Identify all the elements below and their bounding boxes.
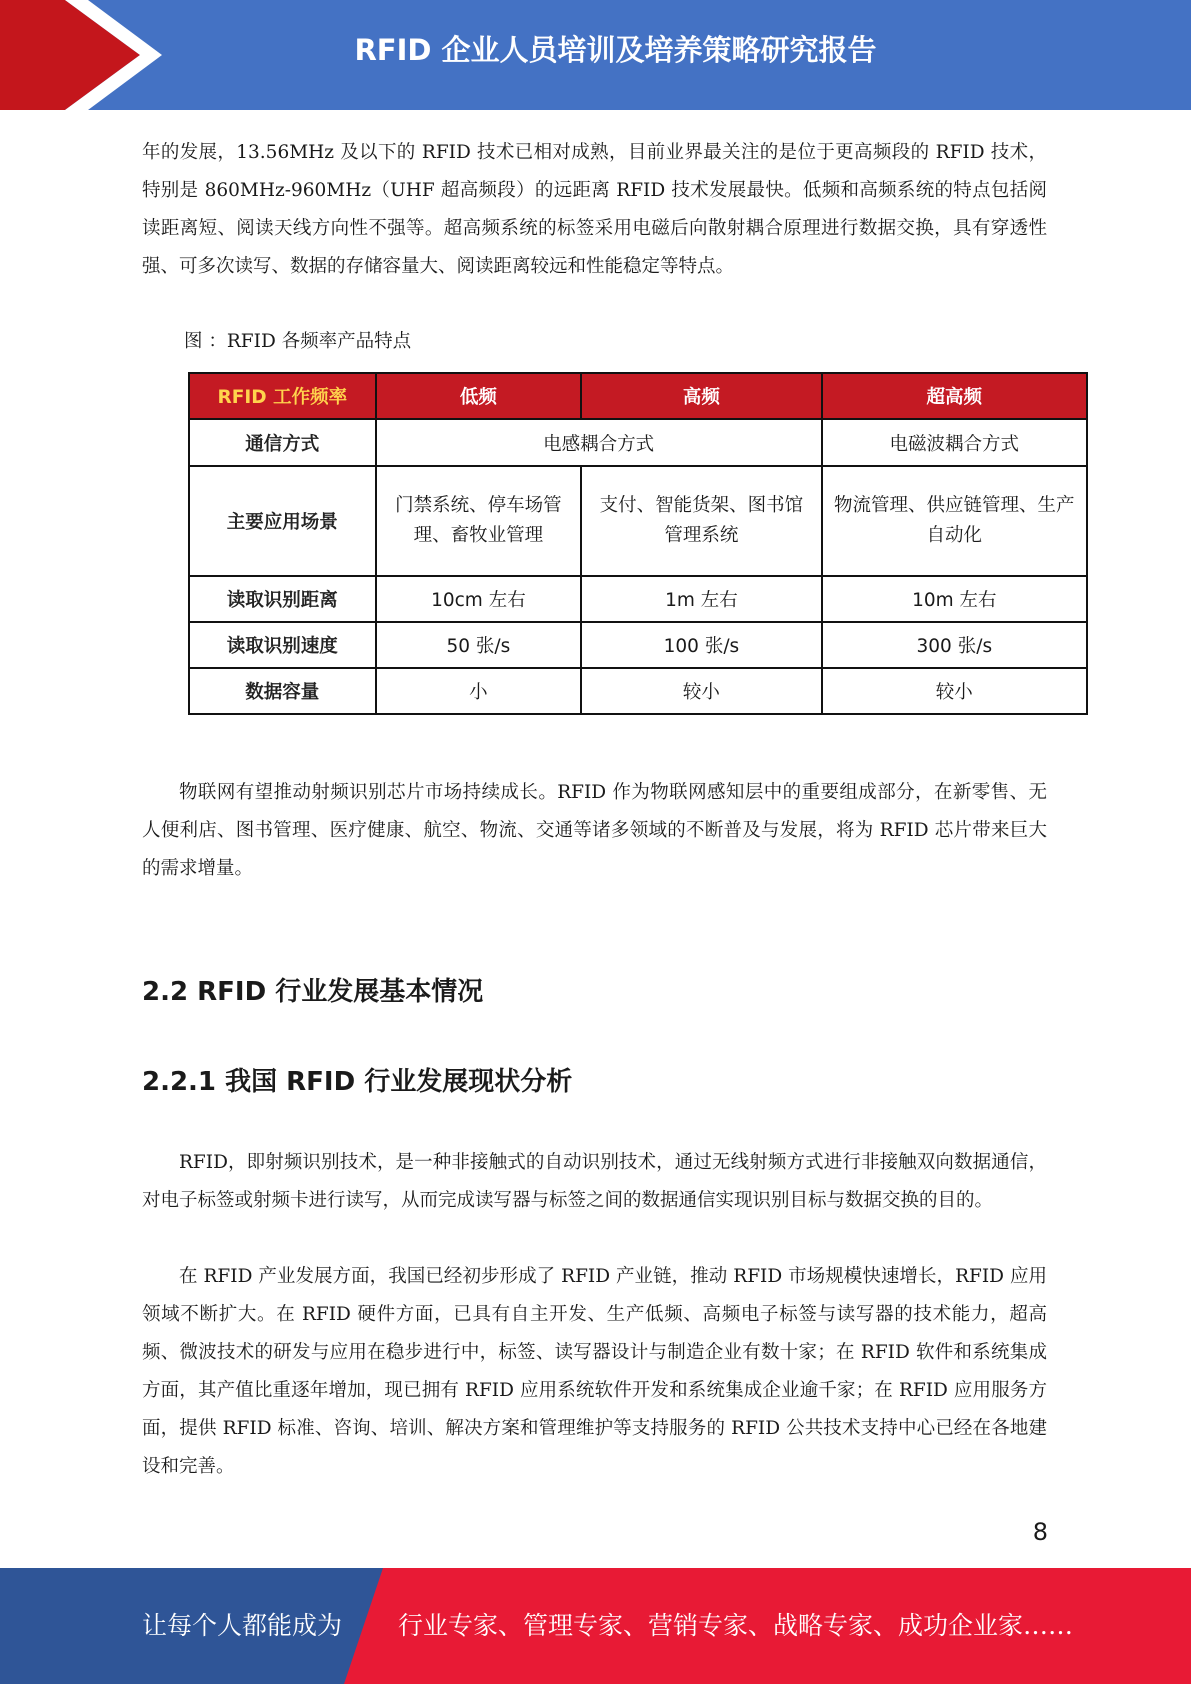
- table-row: [189, 622, 1087, 668]
- cell-speed-hf: 100 张/s: [581, 622, 821, 668]
- cell-capacity-uhf: 较小: [822, 668, 1087, 714]
- industry-paragraph: 在 RFID 产业发展方面，我国已经初步形成了 RFID 产业链，推动 RFID 市场规模快速增长，RFID 应用领域不断扩大。在 RFID 硬件方面，已具有自主开发、生产低频、高频电子标签与读写器的技术能力，超高频、微波技术的研发与应用在稳步进行中，标签、读写器设计与制造企业有数十家；在 RFID 软件和系统集成方面，其产值比重逐年增加，现已拥有 RFID 应用系统软件开发和系统集成企业逾千家；在 RFID 应用服务方面，提供 RFID 标准、咨询、培训、解决方案和管理维护等支持服务的 RFID 公共技术支持中心已经在各地建设和完善。: [142, 1266, 1047, 1477]
- page-header: [0, 0, 1191, 110]
- section-heading-2-2-1: 2.2.1 我国 RFID 行业发展现状分析: [142, 1067, 573, 1097]
- table-row: [189, 419, 1087, 466]
- cell-apps-uhf: 物流管理、供应链管理、生产自动化: [822, 466, 1087, 576]
- row-label-distance: 读取识别距离: [189, 576, 376, 622]
- cell-comm-uhf: 电磁波耦合方式: [822, 419, 1087, 466]
- header-frequency: RFID 工作频率: [189, 373, 376, 419]
- cell-distance-hf: 1m 左右: [581, 576, 821, 622]
- row-label-capacity: 数据容量: [189, 668, 376, 714]
- row-label-apps: 主要应用场景: [189, 466, 376, 576]
- header-high-frequency: 高频: [581, 373, 821, 419]
- cell-apps-hf: 支付、智能货架、图书馆管理系统: [581, 466, 821, 576]
- row-label-speed: 读取识别速度: [189, 622, 376, 668]
- page-footer: [0, 1568, 1191, 1684]
- rfid-frequency-table: [188, 372, 1088, 715]
- cell-distance-lf: 10cm 左右: [376, 576, 582, 622]
- intro-paragraph: 年的发展，13.56MHz 及以下的 RFID 技术已相对成熟，目前业界最关注的是位于更高频段的 RFID 技术，特别是 860MHz-960MHz（UHF 超高频段）的远距离 RFID 技术发展最快。低频和高频系统的特点包括阅读距离短、阅读天线方向性不强等。超高频系统的标签采用电磁后向散射耦合原理进行数据交换，具有穿透性强、可多次读写、数据的存储容量大、阅读距离较远和性能稳定等特点。: [142, 142, 1047, 277]
- table-row: [189, 576, 1087, 622]
- row-label-comm: 通信方式: [189, 419, 376, 466]
- header-low-frequency: 低频: [376, 373, 582, 419]
- cell-capacity-hf: 较小: [581, 668, 821, 714]
- report-title: RFID 企业人员培训及培养策略研究报告: [354, 33, 877, 67]
- header-uhf: 超高频: [822, 373, 1087, 419]
- footer-slogan-right: 行业专家、管理专家、营销专家、战略专家、成功企业家……: [398, 1611, 1074, 1640]
- cell-speed-uhf: 300 张/s: [822, 622, 1087, 668]
- cell-speed-lf: 50 张/s: [376, 622, 582, 668]
- figure-caption: 图 ：RFID 各频率产品特点: [184, 331, 412, 352]
- section-heading-2-2: 2.2 RFID 行业发展基本情况: [142, 977, 484, 1007]
- table-row: [189, 466, 1087, 576]
- cell-distance-uhf: 10m 左右: [822, 576, 1087, 622]
- footer-slogan-left: 让每个人都能成为: [142, 1611, 343, 1640]
- definition-paragraph: RFID，即射频识别技术，是一种非接触式的自动识别技术，通过无线射频方式进行非接触双向数据通信，对电子标签或射频卡进行读写，从而完成读写器与标签之间的数据通信实现识别目标与数据交换的目的。: [142, 1152, 1047, 1211]
- iot-paragraph: 物联网有望推动射频识别芯片市场持续成长。RFID 作为物联网感知层中的重要组成部分，在新零售、无人便利店、图书管理、医疗健康、航空、物流、交通等诸多领域的不断普及与发展，将为 RFID 芯片带来巨大的需求增量。: [142, 782, 1047, 879]
- cell-comm-inductive: 电感耦合方式: [376, 419, 822, 466]
- page-number: 8: [1032, 1518, 1048, 1546]
- table-header-row: [189, 373, 1087, 419]
- table-row: [189, 668, 1087, 714]
- cell-apps-lf: 门禁系统、停车场管理、畜牧业管理: [376, 466, 582, 576]
- cell-capacity-lf: 小: [376, 668, 582, 714]
